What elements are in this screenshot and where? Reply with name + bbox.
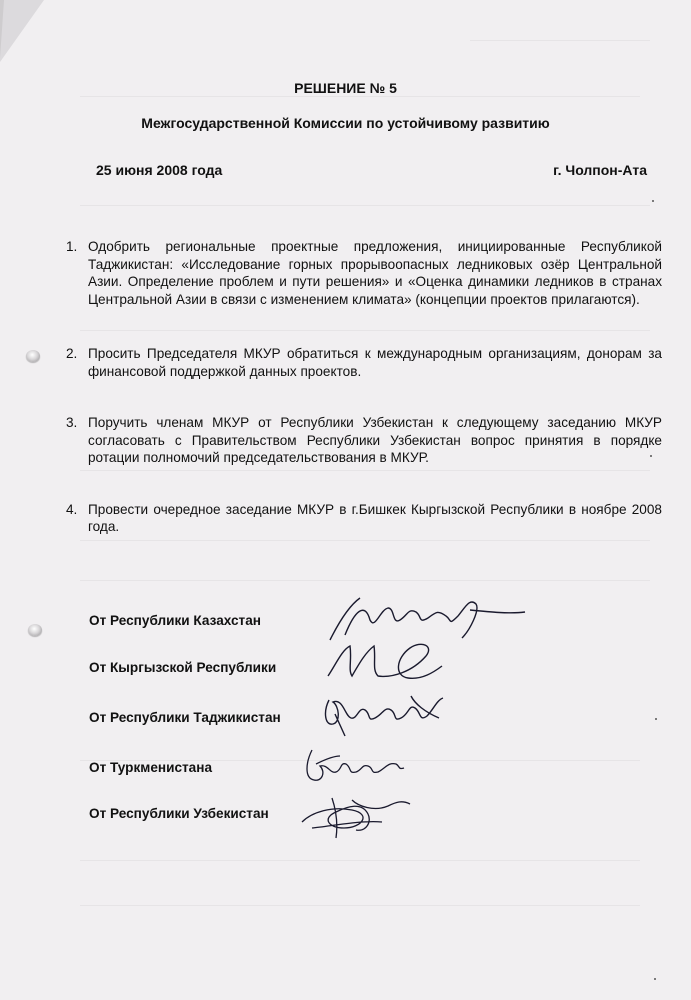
bleed-through-line (80, 540, 650, 541)
document-date: 25 июня 2008 года (96, 162, 223, 178)
punch-hole (28, 624, 42, 636)
signatory-label: От Кыргызской Республики (89, 660, 277, 675)
document-place: г. Чолпон-Ата (553, 162, 647, 178)
signatory-label: От Туркменистана (89, 760, 213, 775)
item-number: 2. (66, 346, 78, 361)
item-text: Провести очередное заседание МКУР в г.Бишкек Кыргызской Республики в ноябре 2008 года. (88, 501, 662, 534)
punch-hole (26, 350, 40, 362)
signature-uzbekistan (292, 792, 422, 842)
signature-turkmenistan (300, 742, 410, 787)
decision-item (66, 238, 662, 308)
bleed-through-line (80, 860, 640, 861)
speck (650, 455, 652, 457)
signature-tajikistan (315, 688, 455, 738)
signatory-label: От Республики Узбекистан (89, 806, 269, 821)
decision-item (66, 501, 662, 536)
bleed-through-line (80, 205, 650, 206)
item-number: 4. (66, 501, 78, 517)
speck (655, 718, 657, 720)
item-text: Одобрить региональные проектные предложения, инициированные Республикой Таджикистан: «Исследование горных прорывоопасных ледниковых озёр Центральной Азии. Определение проблем и пути решения» и «Оценка динамики ледников в странах Центральной Азии в связи с изменением климата» (концепции проектов прилагаются). (88, 239, 662, 307)
speck (652, 200, 654, 202)
document-subtitle: Межгосударственной Комиссии по устойчивому развитию (141, 115, 550, 131)
item-text: Поручить членам МКУР от Республики Узбекистан к следующему заседанию МКУР согласовать с Правительством Республики Узбекистан вопрос принятия в порядке ротации полномочий председательствования в МКУР. (88, 415, 662, 465)
item-number: 1. (66, 239, 78, 254)
folded-corner (0, 0, 44, 62)
speck (654, 978, 656, 980)
decision-item (66, 414, 662, 467)
item-number: 3. (66, 415, 78, 430)
signatory-label: От Республики Таджикистан (89, 710, 281, 725)
bleed-through-line (80, 580, 650, 581)
bleed-through-line (470, 40, 650, 41)
signatory-label: От Республики Казахстан (89, 613, 261, 628)
decision-item (66, 345, 662, 380)
document-title: РЕШЕНИЕ № 5 (294, 80, 397, 96)
bleed-through-line (80, 96, 640, 97)
signature-kyrgyzstan (322, 636, 452, 686)
folded-corner-shadow (0, 0, 4, 58)
decision-items (66, 238, 662, 536)
item-text: Просить Председателя МКУР обратиться к международным организациям, донорам за финансовой поддержкой данных проектов. (88, 346, 662, 379)
bleed-through-line (80, 905, 640, 906)
